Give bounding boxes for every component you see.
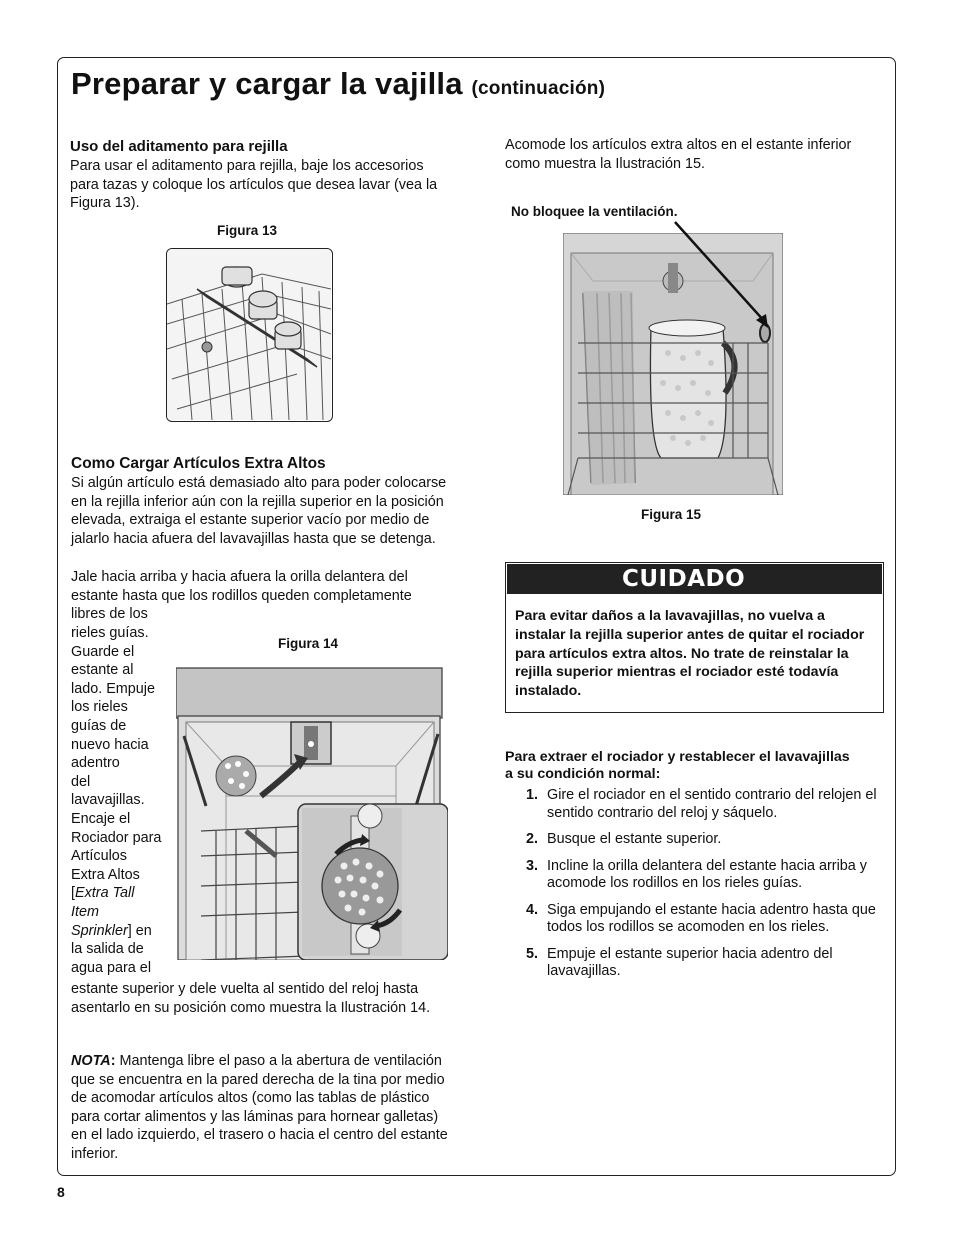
figure-14-illustration — [176, 666, 448, 960]
caution-text: Para evitar daños a la lavavajillas, no vuelva a instalar la rejilla superior antes de quitar el rociador para artículos extra altos. No trate de reinstalar la rejilla superior mientras el rociador esté todavía instalado. — [515, 608, 865, 700]
list-item: 3. Incline la orilla delantera del estante hacia arriba y acomode los rodillos en los rieles guías. — [526, 857, 867, 891]
caution-header: CUIDADO — [507, 564, 882, 594]
page-number: 8 — [57, 1184, 65, 1200]
list-item: 1. Gire el rociador en el sentido contrario del relojen el sentido contrario del reloj y sáquelo. — [526, 787, 877, 821]
section-body-extra-tall-3: estante superior y dele vuelta al sentido del reloj hasta asentarlo en su posición como muestra la Ilustración 14. — [71, 981, 431, 1016]
figure-14-caption: Figura 14 — [278, 636, 339, 651]
list-item: 5. Empuje el estante superior hacia adentro del lavavajillas. — [526, 945, 833, 979]
title-sub: (continuación) — [471, 78, 606, 99]
list-item: 2. Busque el estante superior. — [526, 831, 722, 847]
steps-list — [526, 787, 886, 990]
figure-13-illustration — [166, 248, 333, 422]
figure-15-pointer-arrow — [560, 210, 780, 335]
note-text: Mantenga libre el paso a la abertura de ventilación que se encuentra en la pared derecha de la tina por medio de acomodar artículos altos (como las tablas de plástico para cortar alimentos y las láminas para hornear galletas) en el lado izquierdo, el trasero o hacia el centro del estante inferior. — [71, 1053, 448, 1162]
narrow-text-column: rieles guías. Guarde el estante al lado. Empuje los rieles guías de nuevo hacia adentro del lavavajillas. Encaje el Rociador para Artículos Extra Altos [Extra Tall Item Sprinkler] en la salida de agua para el — [71, 625, 162, 976]
note-paragraph: NOTA: Mantenga libre el paso a la abertura de ventilación que se encuentra en la pared derecha de la tina por medio de acomodar artículos altos (como las tablas de plástico para cortar alimentos y las láminas para hornear galletas) en el lado izquierdo, el trasero o hacia el centro del estante inferior. — [71, 1053, 448, 1162]
section-body-extra-tall-1: Si algún artículo está demasiado alto para poder colocarse en la rejilla inferior aún con la rejilla superior en la posición elevada, extraiga el estante superior vacío por medio de jalarlo hacia afuera del lavavajillas hasta que se detenga. — [71, 475, 447, 547]
figure-15-callout: No bloquee la ventilación. — [511, 204, 678, 219]
title-main: Preparar y cargar la vajilla — [71, 66, 463, 101]
right-intro-text: Acomode los artículos extra altos en el estante inferior como muestra la Ilustración 15. — [505, 137, 852, 172]
section-heading-extra-tall: Como Cargar Artículos Extra Altos — [71, 455, 326, 472]
steps-heading: Para extraer el rociador y restablecer el lavavajillas a su condición normal: — [505, 749, 850, 782]
section-body-rack-attachment: Para usar el aditamento para rejilla, baje los accesorios para tazas y coloque los artículos que desea lavar (vea la Figura 13). — [70, 158, 438, 212]
figure-13-caption: Figura 13 — [217, 223, 278, 238]
page-title — [71, 66, 605, 102]
section-heading-rack-attachment: Uso del aditamento para rejilla — [70, 138, 288, 155]
note-label: NOTA — [71, 1053, 111, 1069]
figure-15-caption: Figura 15 — [641, 507, 702, 522]
list-item: 4. Siga empujando el estante hacia adentro hasta que todos los rodillos se acomoden en los rieles. — [526, 901, 876, 935]
caution-box — [505, 562, 884, 713]
section-body-extra-tall-2: Jale hacia arriba y hacia afuera la orilla delantera del estante hasta que los rodillos queden completamente libres de los — [71, 569, 412, 623]
